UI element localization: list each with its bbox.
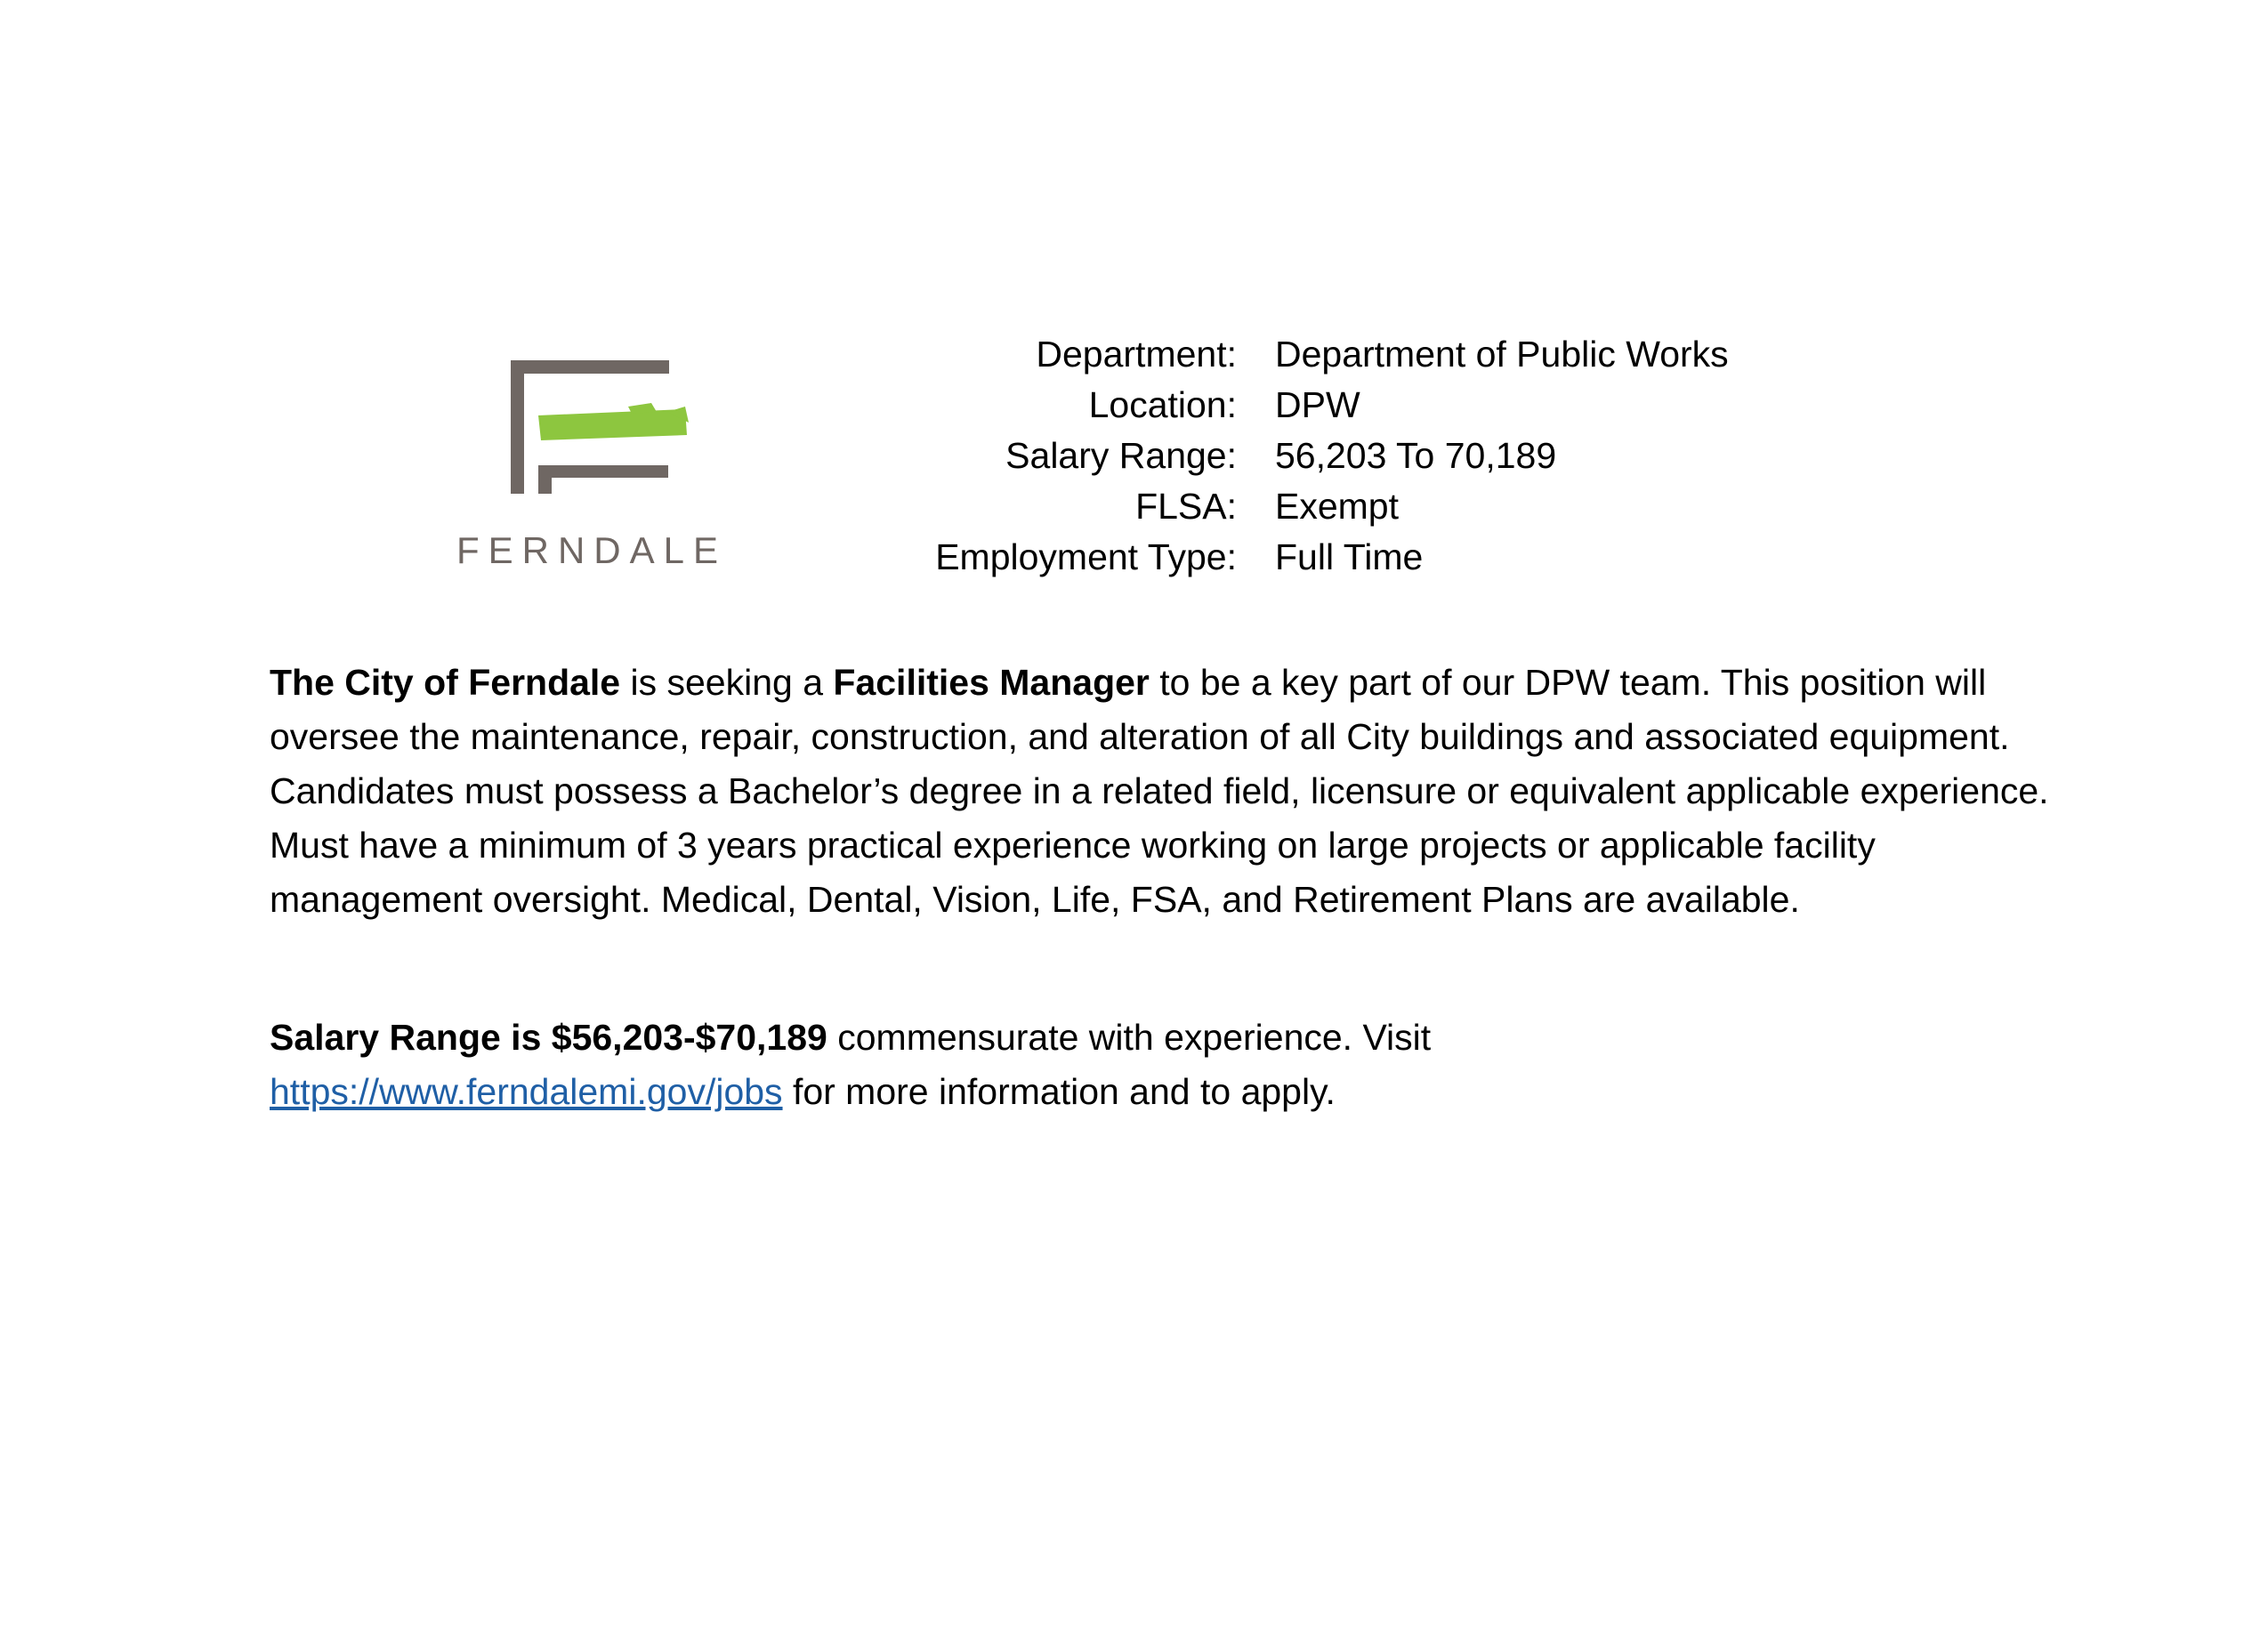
detail-row-location bbox=[854, 380, 1922, 431]
salary-range: Salary Range is $56,203-$70,189 bbox=[270, 1017, 827, 1058]
ferndale-logo bbox=[418, 360, 765, 583]
apply-text: for more information and to apply. bbox=[782, 1071, 1336, 1112]
detail-value: Department of Public Works bbox=[1275, 334, 1729, 375]
detail-label: Employment Type: bbox=[935, 536, 1237, 577]
detail-value: DPW bbox=[1275, 384, 1360, 425]
detail-row-employment-type bbox=[854, 532, 1922, 583]
detail-label: Department: bbox=[1036, 334, 1237, 375]
description-text: is seeking a bbox=[620, 662, 834, 703]
ferndale-logo-mark-icon bbox=[418, 360, 765, 538]
salary-text: commensurate with experience. Visit bbox=[827, 1017, 1432, 1058]
jobs-link[interactable]: https://www.ferndalemi.gov/jobs bbox=[270, 1071, 783, 1112]
job-description bbox=[270, 656, 2049, 927]
detail-value: Full Time bbox=[1275, 536, 1424, 577]
job-details bbox=[854, 329, 1922, 583]
detail-label: FLSA: bbox=[1135, 486, 1237, 527]
detail-row-salary bbox=[854, 431, 1922, 481]
job-title: Facilities Manager bbox=[833, 662, 1150, 703]
detail-label: Salary Range: bbox=[1005, 435, 1237, 476]
city-name: The City of Ferndale bbox=[270, 662, 621, 703]
detail-label: Location: bbox=[1088, 384, 1237, 425]
detail-value: 56,203 To 70,189 bbox=[1275, 435, 1557, 476]
logo-wordmark: FERNDALE bbox=[456, 529, 728, 571]
detail-row-flsa bbox=[854, 481, 1922, 532]
detail-row-department bbox=[854, 329, 1922, 380]
detail-value: Exempt bbox=[1275, 486, 1399, 527]
salary-statement bbox=[270, 1011, 2049, 1119]
description-text: to be a key part of our DPW team. This position will oversee the maintenance, repair, construction, and alteration of all City buildings and associated equipment. Candidates must possess a Bachelor’s degree in a related field, licensure or equivalent applicable experience. Must have a minimum of 3 years practical experience working on large projects or applicable facility management oversight. Medical, Dental, Vision, Life, FSA, and Retirement Plans are available. bbox=[270, 662, 2049, 920]
